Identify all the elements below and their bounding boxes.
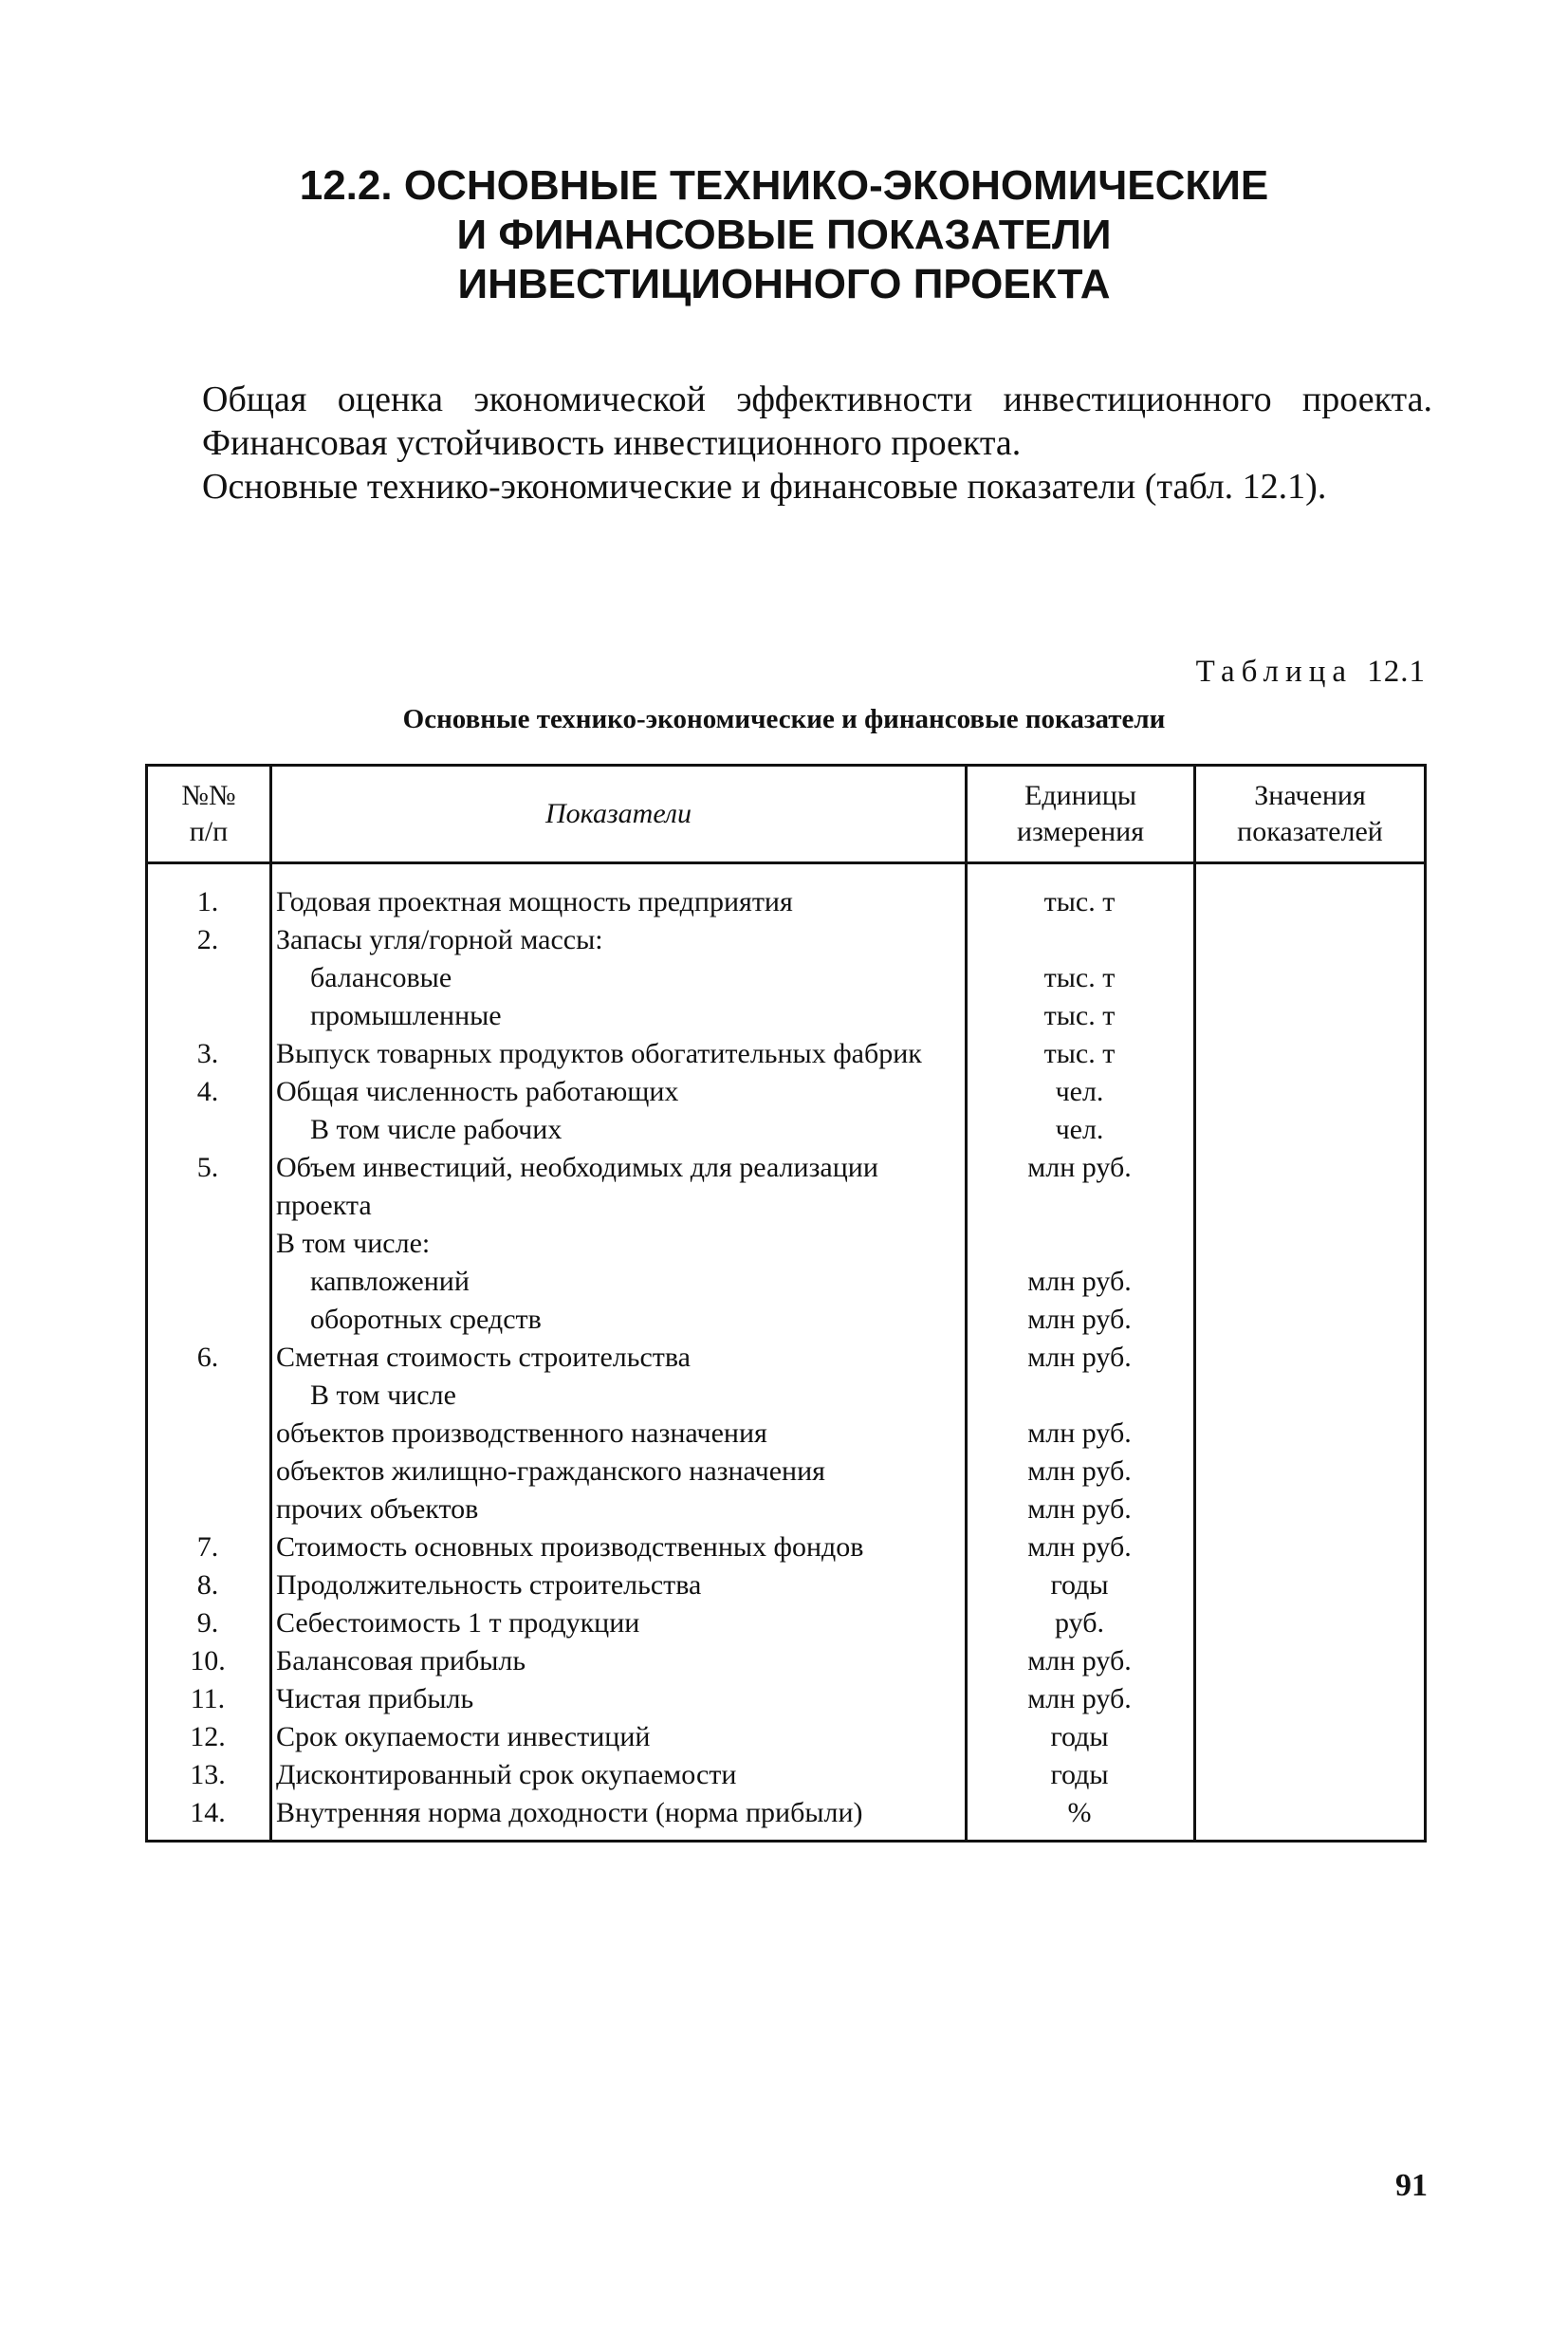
- heading-line-1: 12.2. ОСНОВНЫЕ ТЕХНИКО-ЭКОНОМИЧЕСКИЕ: [299, 162, 1269, 209]
- row-number: 4.: [147, 1073, 271, 1111]
- row-number: [147, 1415, 271, 1453]
- row-indicator: промышленные: [271, 997, 967, 1035]
- row-number: 2.: [147, 921, 271, 959]
- row-value: [1195, 1149, 1426, 1225]
- header-number: [147, 766, 271, 863]
- row-indicator: Сметная стоимость строительства: [271, 1339, 967, 1377]
- row-number: 7.: [147, 1528, 271, 1566]
- table-row: [147, 1794, 1426, 1842]
- heading-line-2: И ФИНАНСОВЫЕ ПОКАЗАТЕЛИ: [456, 212, 1112, 258]
- header-unit-line-1: Единицы: [1024, 780, 1136, 811]
- row-number: 13.: [147, 1756, 271, 1794]
- row-value: [1195, 1377, 1426, 1415]
- header-unit: [967, 766, 1195, 863]
- row-unit: тыс. т: [967, 997, 1195, 1035]
- table-row: [147, 1263, 1426, 1301]
- section-heading: [0, 161, 1568, 309]
- table-row: [147, 1073, 1426, 1111]
- row-unit: %: [967, 1794, 1195, 1842]
- row-value: [1195, 1073, 1426, 1111]
- table-row: [147, 1149, 1426, 1225]
- row-value: [1195, 959, 1426, 997]
- row-number: 6.: [147, 1339, 271, 1377]
- row-unit: млн руб.: [967, 1491, 1195, 1528]
- table-row: [147, 1225, 1426, 1263]
- table-row: [147, 863, 1426, 922]
- row-number: 8.: [147, 1566, 271, 1604]
- row-value: [1195, 1035, 1426, 1073]
- table-row: [147, 1528, 1426, 1566]
- row-value: [1195, 1528, 1426, 1566]
- row-value: [1195, 1756, 1426, 1794]
- header-number-line-2: п/п: [189, 816, 229, 847]
- row-indicator: Выпуск товарных продуктов обогатительных фабрик: [271, 1035, 967, 1073]
- header-value-line-2: показателей: [1237, 816, 1383, 847]
- row-indicator: балансовые: [271, 959, 967, 997]
- row-unit: млн руб.: [967, 1339, 1195, 1377]
- row-unit: годы: [967, 1718, 1195, 1756]
- row-indicator: Объем инвестиций, необходимых для реализации проекта: [271, 1149, 967, 1225]
- row-unit: чел.: [967, 1073, 1195, 1111]
- row-unit: годы: [967, 1566, 1195, 1604]
- header-indicator: Показатели: [271, 766, 967, 863]
- table-row: [147, 997, 1426, 1035]
- table-row: [147, 1718, 1426, 1756]
- row-unit: [967, 1225, 1195, 1263]
- row-unit: тыс. т: [967, 1035, 1195, 1073]
- row-number: [147, 1453, 271, 1491]
- table-row: [147, 1415, 1426, 1453]
- row-indicator: В том числе рабочих: [271, 1111, 967, 1149]
- intro-paragraph-3: Основные технико-экономические и финансовые показатели (табл. 12.1).: [202, 467, 1327, 507]
- row-number: [147, 1225, 271, 1263]
- row-unit: млн руб.: [967, 1263, 1195, 1301]
- intro-paragraph-1: Общая оценка экономической эффективности инвестиционного проекта.: [202, 380, 1432, 419]
- table-row: [147, 1301, 1426, 1339]
- table-row: [147, 1035, 1426, 1073]
- table-row: [147, 1377, 1426, 1415]
- table-row: [147, 1491, 1426, 1528]
- row-value: [1195, 1680, 1426, 1718]
- table-label: [1196, 655, 1426, 690]
- table-row: [147, 1680, 1426, 1718]
- table-row: [147, 1566, 1426, 1604]
- row-number: [147, 1377, 271, 1415]
- row-unit: млн руб.: [967, 1149, 1195, 1225]
- header-unit-line-2: измерения: [1016, 816, 1144, 847]
- row-indicator: Внутренняя норма доходности (норма прибыли): [271, 1794, 967, 1842]
- row-value: [1195, 1491, 1426, 1528]
- row-unit: млн руб.: [967, 1453, 1195, 1491]
- row-unit: чел.: [967, 1111, 1195, 1149]
- header-value-line-1: Значения: [1254, 780, 1366, 811]
- row-unit: руб.: [967, 1604, 1195, 1642]
- row-unit: млн руб.: [967, 1642, 1195, 1680]
- header-number-line-1: №№: [181, 780, 236, 811]
- table-row: [147, 1756, 1426, 1794]
- row-number: [147, 1111, 271, 1149]
- row-number: 11.: [147, 1680, 271, 1718]
- table-row: [147, 1339, 1426, 1377]
- row-number: 14.: [147, 1794, 271, 1842]
- row-indicator: Себестоимость 1 т продукции: [271, 1604, 967, 1642]
- row-number: [147, 1491, 271, 1528]
- row-indicator: Срок окупаемости инвестиций: [271, 1718, 967, 1756]
- row-value: [1195, 1642, 1426, 1680]
- row-indicator: В том числе:: [271, 1225, 967, 1263]
- row-number: [147, 1301, 271, 1339]
- row-value: [1195, 1718, 1426, 1756]
- row-value: [1195, 1566, 1426, 1604]
- row-value: [1195, 997, 1426, 1035]
- row-number: [147, 1263, 271, 1301]
- table-row: [147, 921, 1426, 959]
- table-label-number: 12.1: [1367, 655, 1426, 689]
- row-indicator: Продолжительность строительства: [271, 1566, 967, 1604]
- row-indicator: Годовая проектная мощность предприятия: [271, 863, 967, 922]
- row-number: 3.: [147, 1035, 271, 1073]
- row-number: 9.: [147, 1604, 271, 1642]
- header-value: [1195, 766, 1426, 863]
- table-row: [147, 1111, 1426, 1149]
- table-row: [147, 959, 1426, 997]
- row-indicator: Стоимость основных производственных фондов: [271, 1528, 967, 1566]
- row-indicator: Балансовая прибыль: [271, 1642, 967, 1680]
- row-indicator: Чистая прибыль: [271, 1680, 967, 1718]
- table-label-word: Таблица: [1195, 655, 1353, 689]
- row-indicator: капвложений: [271, 1263, 967, 1301]
- table-header-row: [147, 766, 1426, 863]
- row-value: [1195, 1263, 1426, 1301]
- table-row: [147, 1453, 1426, 1491]
- row-unit: млн руб.: [967, 1415, 1195, 1453]
- row-value: [1195, 1453, 1426, 1491]
- row-unit: млн руб.: [967, 1680, 1195, 1718]
- intro-text: [147, 378, 1432, 509]
- row-unit: млн руб.: [967, 1301, 1195, 1339]
- row-indicator: оборотных средств: [271, 1301, 967, 1339]
- row-indicator: объектов производственного назначения: [271, 1415, 967, 1453]
- row-number: 12.: [147, 1718, 271, 1756]
- row-indicator: Общая численность работающих: [271, 1073, 967, 1111]
- row-unit: [967, 1377, 1195, 1415]
- row-indicator: Дисконтированный срок окупаемости: [271, 1756, 967, 1794]
- row-indicator: В том числе: [271, 1377, 967, 1415]
- row-value: [1195, 1794, 1426, 1842]
- row-unit: тыс. т: [967, 863, 1195, 922]
- row-unit: тыс. т: [967, 959, 1195, 997]
- row-number: 1.: [147, 863, 271, 922]
- row-number: 10.: [147, 1642, 271, 1680]
- table-caption: Основные технико-экономические и финансовые показатели: [402, 704, 1166, 734]
- row-value: [1195, 1339, 1426, 1377]
- row-indicator: объектов жилищно-гражданского назначения: [271, 1453, 967, 1491]
- row-number: [147, 959, 271, 997]
- row-unit: млн руб.: [967, 1528, 1195, 1566]
- intro-paragraph-2: Финансовая устойчивость инвестиционного проекта.: [202, 423, 1022, 463]
- page-number: 91: [1395, 2168, 1428, 2203]
- row-number: 5.: [147, 1149, 271, 1225]
- row-indicator: Запасы угля/горной массы:: [271, 921, 967, 959]
- table-row: [147, 1642, 1426, 1680]
- indicators-table: [145, 764, 1427, 1843]
- row-indicator: прочих объектов: [271, 1491, 967, 1528]
- table-row: [147, 1604, 1426, 1642]
- row-unit: годы: [967, 1756, 1195, 1794]
- row-value: [1195, 1415, 1426, 1453]
- row-unit: [967, 921, 1195, 959]
- heading-line-3: ИНВЕСТИЦИОННОГО ПРОЕКТА: [457, 261, 1111, 307]
- row-value: [1195, 1301, 1426, 1339]
- row-number: [147, 997, 271, 1035]
- row-value: [1195, 1604, 1426, 1642]
- row-value: [1195, 863, 1426, 922]
- row-value: [1195, 1225, 1426, 1263]
- row-value: [1195, 1111, 1426, 1149]
- row-value: [1195, 921, 1426, 959]
